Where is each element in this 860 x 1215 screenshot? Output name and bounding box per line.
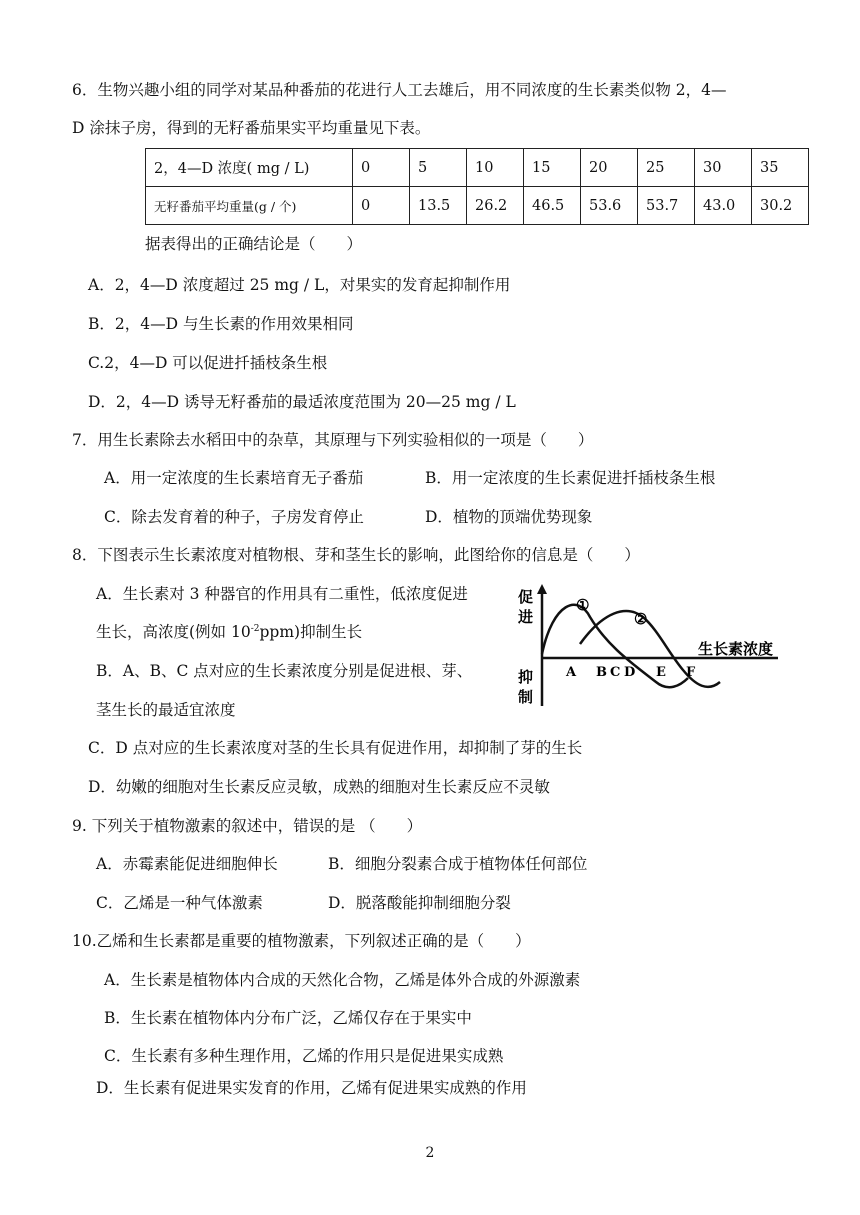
x-axis-label: 生长素浓度 <box>698 640 774 658</box>
point-f-label: F <box>686 665 696 680</box>
table-cell: 5 <box>410 149 467 187</box>
point-e-label: E <box>656 665 666 680</box>
q7-option-c: C．除去发育着的种子，子房发育停止 <box>104 508 364 526</box>
table-cell: 30 <box>695 149 752 187</box>
y-axis-arrow <box>537 584 547 594</box>
point-a-label: A <box>566 665 577 680</box>
q8-option-a-superscript: -2 <box>250 623 260 634</box>
curve-2-label: ② <box>634 610 648 628</box>
point-b-label: B <box>596 665 607 680</box>
y-bottom-label-2: 制 <box>518 688 534 706</box>
table-cell: 35 <box>752 149 809 187</box>
q8-option-d: D．幼嫩的细胞对生长素反应灵敏，成熟的细胞对生长素反应不灵敏 <box>88 778 550 796</box>
point-d-label: D <box>624 665 636 680</box>
q6-data-table <box>145 148 809 225</box>
point-c-label: C <box>610 665 621 680</box>
q8-option-a-line2-pre: 生长，高浓度(例如 10 <box>96 623 251 641</box>
q10-option-d: D．生长素有促进果实发育的作用，乙烯有促进果实成熟的作用 <box>96 1079 527 1097</box>
q9-option-b: B．细胞分裂素合成于植物体任何部位 <box>328 855 588 873</box>
q6-option-b: B．2，4—D 与生长素的作用效果相同 <box>88 315 354 333</box>
y-top-label-2: 进 <box>518 608 534 626</box>
q8-option-b-line2: 茎生长的最适宜浓度 <box>96 701 236 719</box>
table-cell: 0 <box>353 149 410 187</box>
q7-option-d: D．植物的顶端优势现象 <box>425 508 593 526</box>
q6-option-c: C.2，4—D 可以促进扦插枝条生根 <box>88 354 328 372</box>
table-cell: 25 <box>638 149 695 187</box>
q10-option-b: B．生长素在植物体内分布广泛，乙烯仅存在于果实中 <box>104 1009 472 1027</box>
table-cell: 26.2 <box>467 187 524 225</box>
auxin-concentration-graph <box>508 582 793 710</box>
q7-option-b: B．用一定浓度的生长素促进扦插枝条生根 <box>425 469 716 487</box>
table-cell: 15 <box>524 149 581 187</box>
table-cell: 43.0 <box>695 187 752 225</box>
q8-option-a-line1: A．生长素对 3 种器官的作用具有二重性，低浓度促进 <box>96 585 468 603</box>
table-cell: 30.2 <box>752 187 809 225</box>
q9-option-c: C．乙烯是一种气体激素 <box>96 894 263 912</box>
q6-prompt: 据表得出的正确结论是（ ） <box>145 235 363 253</box>
q9-option-d: D．脱落酸能抑制细胞分裂 <box>328 894 511 912</box>
table-cell: 13.5 <box>410 187 467 225</box>
q7-stem: 7．用生长素除去水稻田中的杂草，其原理与下列实验相似的一项是（ ） <box>72 431 594 449</box>
q10-option-c: C．生长素有多种生理作用，乙烯的作用只是促进果实成熟 <box>104 1047 504 1065</box>
q6-stem-line1: 6．生物兴趣小组的同学对某品种番茄的花进行人工去雄后，用不同浓度的生长素类似物 2，4— <box>72 81 727 99</box>
y-top-label: 促 <box>518 588 534 606</box>
table-cell: 53.7 <box>638 187 695 225</box>
table-cell: 20 <box>581 149 638 187</box>
q10-option-a: A．生长素是植物体内合成的天然化合物，乙烯是体外合成的外源激素 <box>104 971 581 989</box>
table-row <box>146 149 809 187</box>
q9-option-a: A．赤霉素能促进细胞伸长 <box>96 855 278 873</box>
table-cell: 0 <box>353 187 410 225</box>
q8-option-a-line2-post: ppm)抑制生长 <box>259 623 363 641</box>
q8-option-b-line1: B．A、B、C 点对应的生长素浓度分别是促进根、芽、 <box>96 662 473 680</box>
table-cell: 10 <box>467 149 524 187</box>
table-row2-label: 无籽番茄平均重量(g / 个) <box>146 187 353 225</box>
curve-1-label: ① <box>576 596 590 614</box>
y-bottom-label: 抑 <box>518 668 534 686</box>
q8-option-a-line2 <box>96 622 362 642</box>
q6-option-d: D．2，4—D 诱导无籽番茄的最适浓度范围为 20—25 mg / L <box>88 393 516 411</box>
table-row1-label: 2，4—D 浓度( mg / L) <box>146 149 353 187</box>
q6-stem-line2: D 涂抹子房，得到的无籽番茄果实平均重量见下表。 <box>72 119 431 137</box>
table-cell: 53.6 <box>581 187 638 225</box>
q9-stem: 9. 下列关于植物激素的叙述中，错误的是 （ ） <box>72 817 423 835</box>
q6-option-a: A．2，4—D 浓度超过 25 mg / L，对果实的发育起抑制作用 <box>88 276 511 294</box>
page-number: 2 <box>425 1145 435 1161</box>
q8-stem: 8．下图表示生长素浓度对植物根、芽和茎生长的影响，此图给你的信息是（ ） <box>72 546 640 564</box>
q10-stem: 10.乙烯和生长素都是重要的植物激素，下列叙述正确的是（ ） <box>72 932 531 950</box>
table-row <box>146 187 809 225</box>
q8-option-c: C．D 点对应的生长素浓度对茎的生长具有促进作用，却抑制了芽的生长 <box>88 739 583 757</box>
q7-option-a: A．用一定浓度的生长素培育无子番茄 <box>104 469 364 487</box>
table-cell: 46.5 <box>524 187 581 225</box>
